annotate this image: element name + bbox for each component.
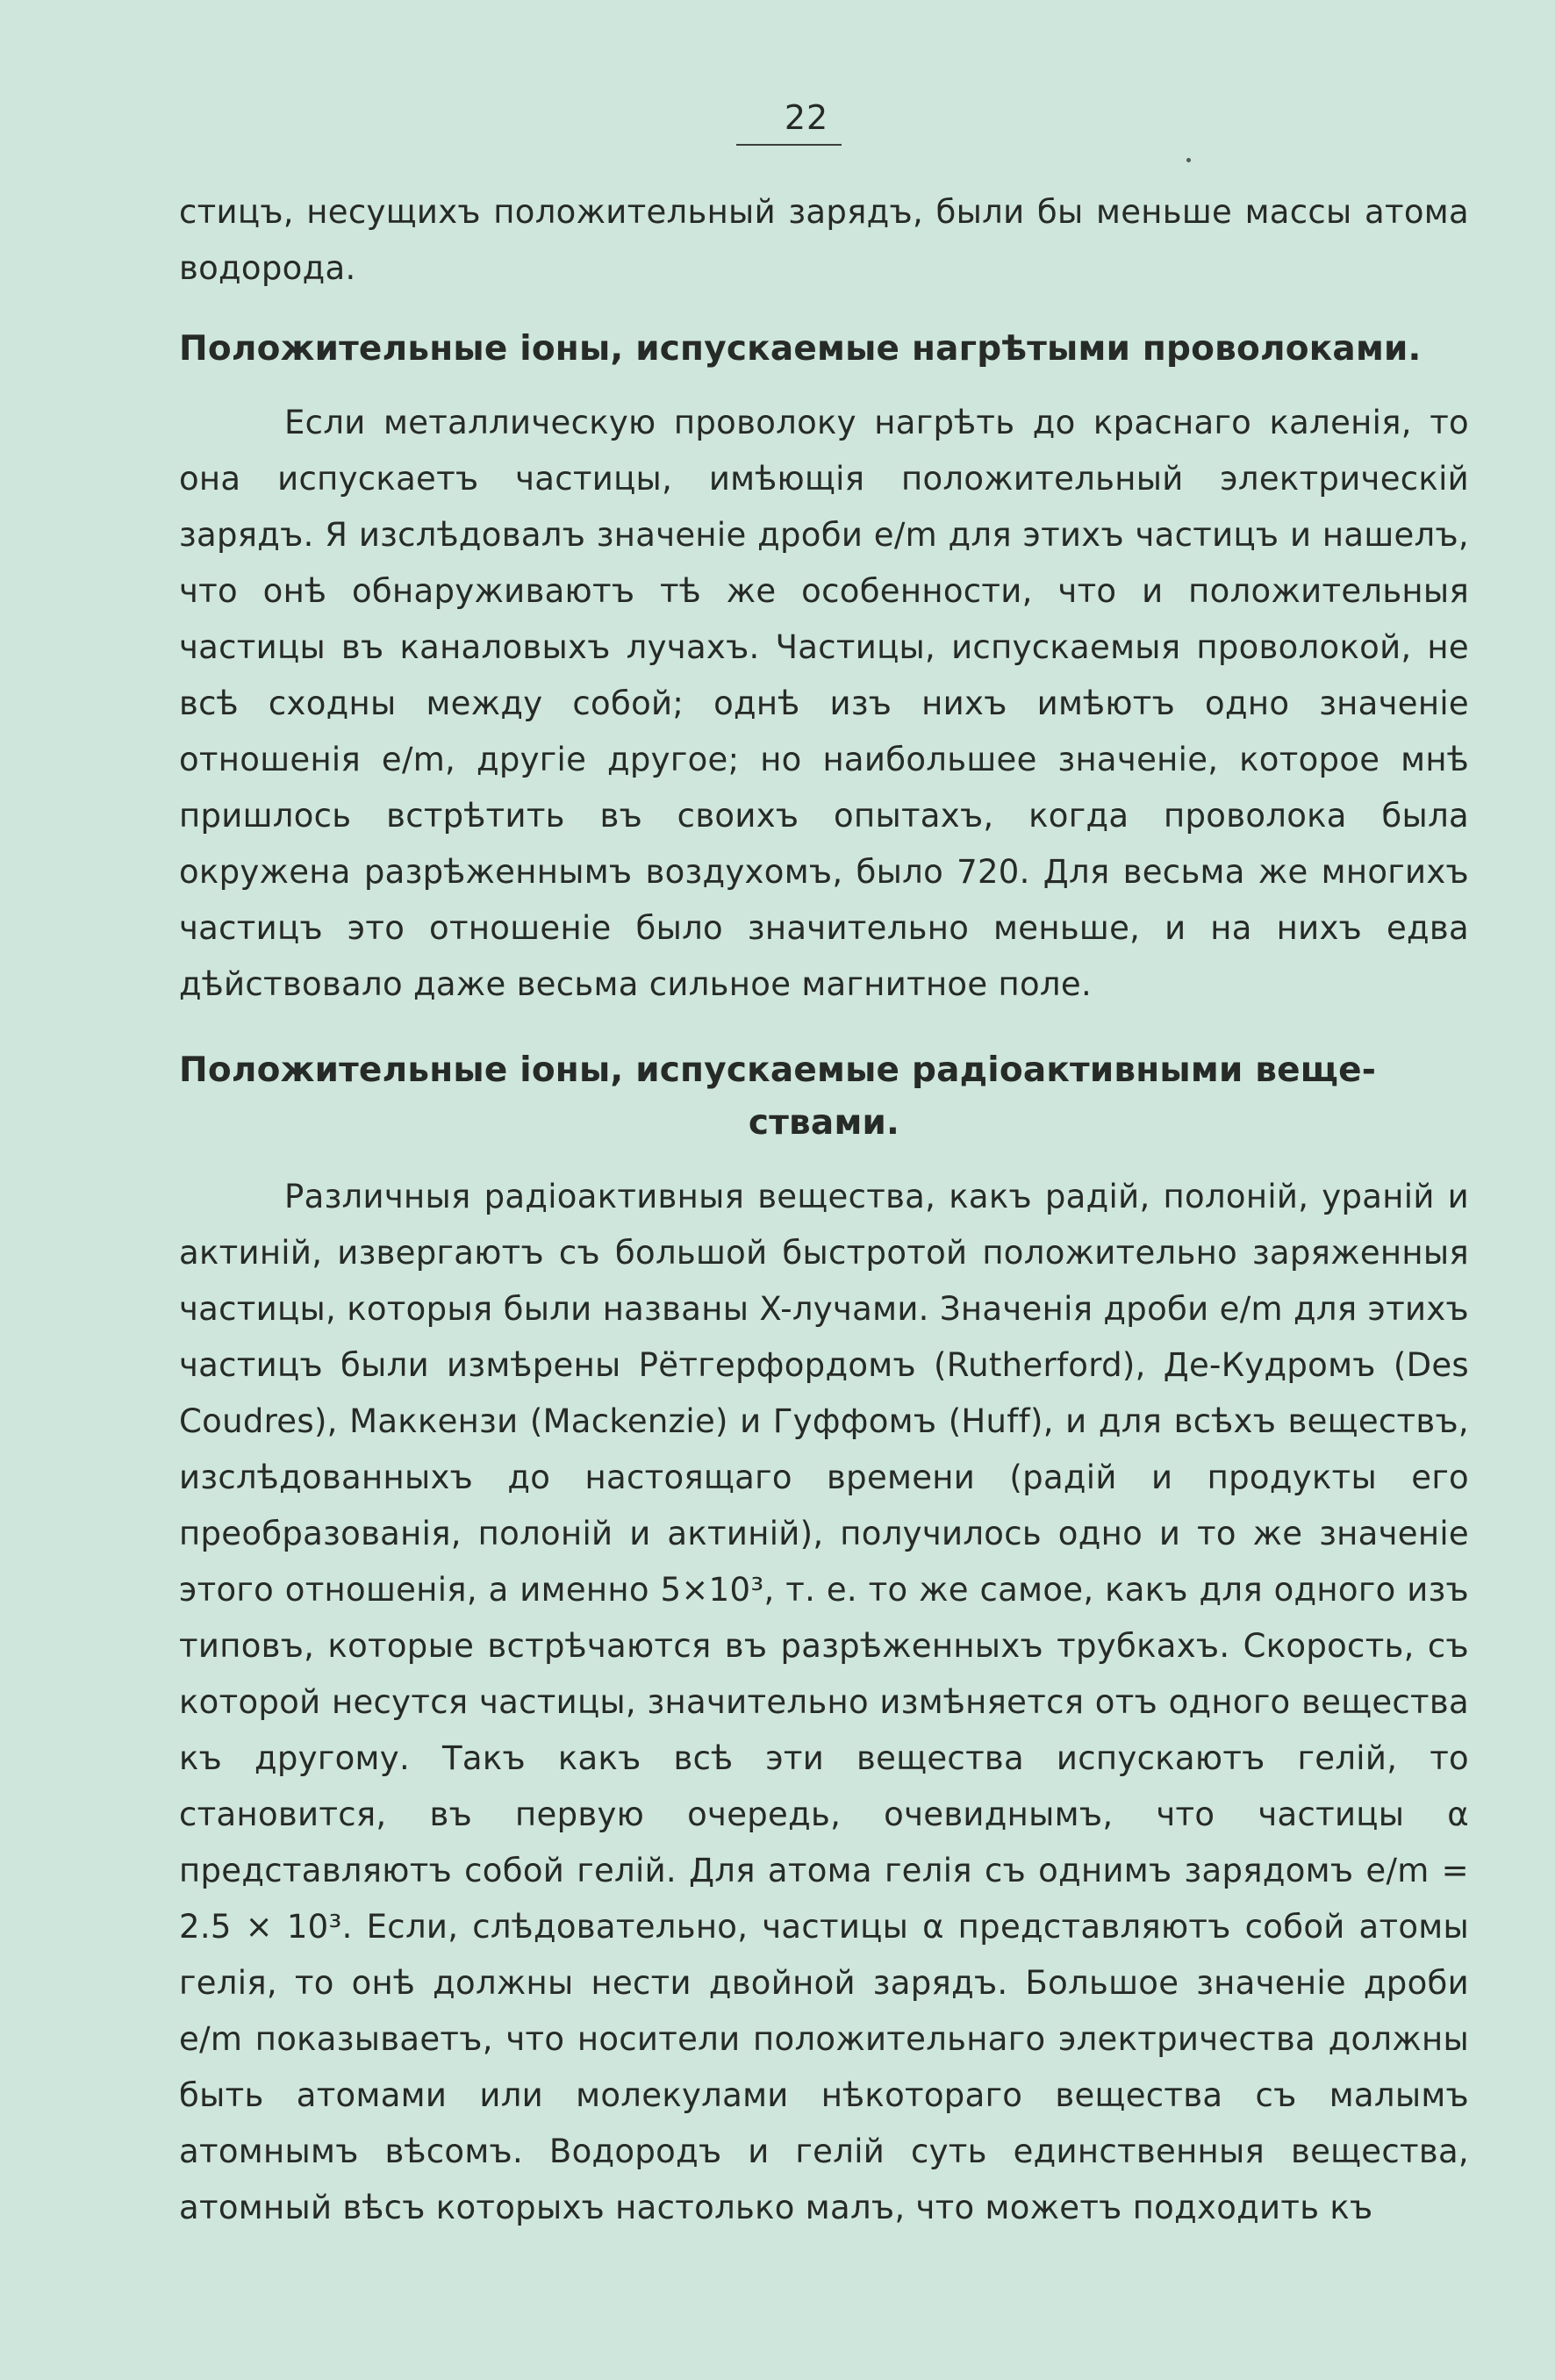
section-heading-radioactive bbox=[179, 1044, 1469, 1150]
section-heading-heated-wires: Положительные іоны, испускаемые нагрѣтыми проволоками. bbox=[179, 329, 1422, 369]
page-number: 22 bbox=[784, 98, 829, 137]
section-heading-radioactive-line1: Положительные іоны, испускаемые радіоактивными веще- bbox=[179, 1050, 1377, 1090]
section-heading-radioactive-line2: ствами. bbox=[748, 1103, 900, 1143]
page-number-rule bbox=[736, 144, 842, 146]
paragraph-heated-wires: Если металлическую проволоку нагрѣть до краснаго каленія, то она испускаетъ частицы, имѣющія положительный электрическій зарядъ. Я изслѣдовалъ значеніе дроби e/m для этихъ частицъ и нашелъ, что онѣ обнаруживаютъ тѣ же особенности, что и положительныя частицы въ каналовыхъ лучахъ. Частицы, испускаемыя проволокой, не всѣ сходны между собой; однѣ изъ нихъ имѣютъ одно значеніе отношенія e/m, другіе другое; но наибольшее значеніе, которое мнѣ пришлось встрѣтить въ своихъ опытахъ, когда проволока была окружена разрѣженнымъ воздухомъ, было 720. Для весьма же многихъ частицъ это отношеніе было значительно меньше, и на нихъ едва дѣйствовало даже весьма сильное магнитное поле. bbox=[179, 404, 1469, 1003]
dust-speck bbox=[1186, 158, 1191, 162]
paragraph-radioactive: Различныя радіоактивныя вещества, какъ радій, полоній, ураній и актиній, извергаютъ съ большой быстротой положительно заряженныя частицы, которыя были названы X-лучами. Значенія дроби e/m для этихъ частицъ были измѣрены Рётгерфордомъ (Rutherford), Де-Кудромъ (Des Coudres), Маккензи (Mackenzie) и Гуффомъ (Huff), и для всѣхъ веществъ, изслѣдованныхъ до настоящаго времени (радій и продукты его преобразованія, полоній и актиній), получилось одно и то же значеніе этого отношенія, а именно 5×10³, т. е. то же самое, какъ для одного изъ типовъ, которые встрѣчаются въ разрѣженныхъ трубкахъ. Скорость, съ которой несутся частицы, значительно измѣняется отъ одного вещества къ другому. Такъ какъ всѣ эти вещества испускаютъ гелій, то становится, въ первую очередь, очевиднымъ, что частицы α представляютъ собой гелій. Для атома гелія съ однимъ зарядомъ e/m = 2.5 × 10³. Если, слѣдовательно, частицы α представляютъ собой атомы гелія, то онѣ должны нести двойной зарядъ. Большое значеніе дроби e/m показываетъ, что носители положительнаго электричества должны быть атомами или молекулами нѣкотораго вещества съ малымъ атомнымъ вѣсомъ. Водородъ и гелій суть единственныя вещества, атомный вѣсъ которыхъ настолько малъ, что можетъ подходить къ bbox=[179, 1178, 1469, 2226]
book-page bbox=[179, 98, 1469, 2236]
paragraph-continuation: стицъ, несущихъ положительный зарядъ, были бы меньше массы атома водорода. bbox=[179, 193, 1469, 287]
